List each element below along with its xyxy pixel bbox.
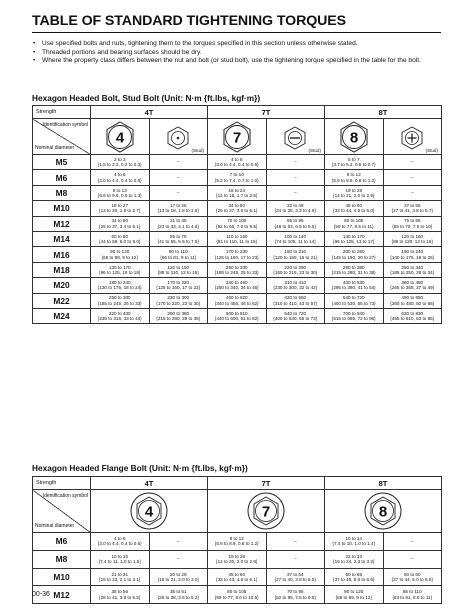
notes-list xyxy=(32,40,442,66)
bolt-head-8t-icon xyxy=(337,120,371,154)
svg-text:4: 4 xyxy=(115,129,124,146)
torque-value-cell: 38 to 56 {28 to 41, 3.8 to 5.5} xyxy=(91,586,150,604)
torque-row-m16 xyxy=(33,247,442,262)
torque-value-cell: 55 to 75 {41 to 55, 5.5 to 7.5} xyxy=(149,231,208,246)
flange-head-7t-icon-cell xyxy=(208,490,325,533)
page-number: 00-36 xyxy=(32,591,50,598)
torque-row-m12 xyxy=(33,216,442,231)
nominal-diameter-cell: M10 xyxy=(33,201,91,216)
torque-value-cell: – xyxy=(266,533,325,551)
torque-value-cell: 220 to 290 {160 to 215, 23 to 30} xyxy=(266,262,325,277)
nominal-diameter-cell: M14 xyxy=(33,231,91,246)
torque-value-cell: 540 to 720 {400 to 530, 55 to 73} xyxy=(325,293,384,308)
torque-value-cell: 4 to 6 {3.0 to 4.4, 0.4 to 0.6} xyxy=(91,533,150,551)
torque-row-m20 xyxy=(33,278,442,293)
torque-rows xyxy=(33,533,442,604)
torque-value-cell: 80 to 105 {59 to 77, 8.5 to 11} xyxy=(325,216,384,231)
torque-value-cell: 90 to 120 {66 to 88, 9 to 12} xyxy=(91,247,150,262)
bolt-head-8t-icon-cell xyxy=(325,119,384,155)
torque-value-cell: 16 to 24 {12 to 18, 1.7 to 2.5} xyxy=(208,185,267,200)
nominal-diameter-cell: M12 xyxy=(33,216,91,231)
torque-value-cell: – xyxy=(266,185,325,200)
nominal-diameter-cell: M6 xyxy=(33,170,91,185)
identification-label: Identification symbol xyxy=(42,122,88,128)
svg-text:8: 8 xyxy=(349,129,358,146)
flange-bolt-torque-table xyxy=(32,476,442,604)
table2-title: Hexagon Headed Flange Bolt (Unit: N·m {ft.lbs, kgf·m}) xyxy=(32,463,248,473)
strength-label: Strength xyxy=(33,477,91,490)
torque-value-cell: 32 to 48 {24 to 35, 3.3 to 4.9} xyxy=(266,201,325,216)
diagonal-header-cell xyxy=(33,490,91,533)
torque-value-cell: – xyxy=(149,170,208,185)
torque-value-cell: 2 to 3 {1.5 to 2.2, 0.2 to 0.3} xyxy=(91,155,150,170)
torque-row-m22 xyxy=(33,293,442,308)
class-4t-header: 4T xyxy=(91,477,208,490)
stud-label: (Stud) xyxy=(425,148,438,153)
note-item: • Threaded portions and bearing surfaces should be dry. xyxy=(32,49,442,58)
nominal-diameter-cell: M22 xyxy=(33,293,91,308)
torque-value-cell: 340 to 460 {250 to 340, 34 to 46} xyxy=(208,278,267,293)
torque-value-cell: 10 to 15 {7.4 to 11, 1.0 to 1.5} xyxy=(91,550,150,568)
class-7t-header: 7T xyxy=(208,106,325,119)
torque-value-cell: 4 to 6 {3.0 to 4.4, 0.4 to 0.6} xyxy=(91,170,150,185)
torque-value-cell: 180 to 240 {130 to 175, 18 to 24} xyxy=(91,278,150,293)
svg-text:7: 7 xyxy=(261,503,271,521)
torque-value-cell: 9 to 13 {6.6 to 9.6, 0.9 to 1.3} xyxy=(91,185,150,200)
torque-value-cell: 420 to 560 {310 to 410, 43 to 57} xyxy=(266,293,325,308)
torque-value-cell: 8 to 12 {5.9 to 8.9, 0.8 to 1.2} xyxy=(325,170,384,185)
torque-value-cell: 110 to 150 {81 to 110, 11 to 15} xyxy=(208,231,267,246)
identification-row xyxy=(33,119,442,155)
nominal-diameter-label: Nominal diameter xyxy=(35,523,75,529)
torque-value-cell: 90 to 120 {66 to 89, 9 to 12} xyxy=(325,586,384,604)
torque-value-cell: – xyxy=(266,170,325,185)
torque-value-cell: 250 to 340 {185 to 250, 26 to 34} xyxy=(383,262,442,277)
torque-value-cell: 160 to 210 {120 to 155, 16 to 21} xyxy=(266,247,325,262)
torque-value-cell: 290 to 380 {215 to 280, 31 to 38} xyxy=(325,262,384,277)
torque-value-cell: 120 to 160 {89 to 120, 12 to 16} xyxy=(383,231,442,246)
torque-value-cell: 19 to 28 {14 to 20, 2.0 to 2.9} xyxy=(208,550,267,568)
nominal-diameter-cell: M6 xyxy=(33,533,91,551)
torque-value-cell: 320 to 430 {235 to 315, 33 to 44} xyxy=(91,308,150,323)
torque-row-m18 xyxy=(33,262,442,277)
torque-row-m6 xyxy=(33,533,442,551)
torque-value-cell: 18 to 27 {13 to 20, 1.8 to 2.7} xyxy=(91,201,150,216)
torque-value-cell: 360 to 480 {265 to 355, 37 to 49} xyxy=(383,278,442,293)
svg-text:7: 7 xyxy=(232,129,241,146)
torque-value-cell: 20 to 29 {15 to 21, 2.0 to 3.0} xyxy=(149,568,208,586)
torque-value-cell: 700 to 940 {515 to 695, 72 to 96} xyxy=(325,308,384,323)
identification-label: Identification symbol xyxy=(42,493,88,499)
nominal-diameter-cell: M10 xyxy=(33,568,91,586)
identification-row xyxy=(33,490,442,533)
torque-value-cell: 130 to 170 {96 to 125, 13 to 17} xyxy=(325,231,384,246)
nominal-diameter-cell: M8 xyxy=(33,550,91,568)
nominal-diameter-cell: M16 xyxy=(33,247,91,262)
torque-value-cell: 34 to 50 {25 to 37, 3.4 to 5.1} xyxy=(91,216,150,231)
nominal-diameter-cell: M5 xyxy=(33,155,91,170)
diagonal-header-cell xyxy=(33,119,91,155)
torque-value-cell: 35 to 51 {26 to 38, 3.5 to 5.2} xyxy=(149,586,208,604)
torque-value-cell: 5 to 7 {3.7 to 5.2, 0.5 to 0.7} xyxy=(325,155,384,170)
table1-title: Hexagon Headed Bolt, Stud Bolt (Unit: N·m {ft.lbs, kgf·m}) xyxy=(32,93,261,103)
class-8t-header: 8T xyxy=(325,477,442,490)
torque-value-cell: 290 to 380 {215 to 280, 29 to 39} xyxy=(149,308,208,323)
nominal-diameter-cell: M12 xyxy=(33,586,91,604)
flange-head-8t-icon-cell xyxy=(325,490,442,533)
torque-value-cell: 130 to 170 {96 to 125, 16 to 18} xyxy=(91,262,150,277)
svg-text:8: 8 xyxy=(378,503,388,521)
torque-value-cell: – xyxy=(149,550,208,568)
torque-value-cell: – xyxy=(383,533,442,551)
torque-value-cell: 65 to 95 {48 to 63, 6.5 to 8.5} xyxy=(266,216,325,231)
torque-value-cell: 190 to 240 {140 to 175, 19 to 25} xyxy=(383,247,442,262)
torque-value-cell: 80 to 105 {59 to 77, 8.0 to 10.5} xyxy=(208,586,267,604)
flange-head-4t-icon-cell xyxy=(91,490,208,533)
stud-8t-icon-cell xyxy=(383,119,442,155)
torque-value-cell: 460 to 620 {340 to 455, 46 to 62} xyxy=(208,293,267,308)
torque-value-cell: – xyxy=(266,550,325,568)
torque-value-cell: 170 to 220 {125 to 160, 17 to 22} xyxy=(149,278,208,293)
bolt-head-4t-icon xyxy=(103,120,137,154)
strength-header-row xyxy=(33,106,442,119)
stud-4t-icon-cell xyxy=(149,119,208,155)
torque-row-m24 xyxy=(33,308,442,323)
torque-value-cell: 19 to 28 {14 to 21, 2.0 to 2.9} xyxy=(325,185,384,200)
torque-value-cell: – xyxy=(383,185,442,200)
page-title: TABLE OF STANDARD TIGHTENING TORQUES xyxy=(32,13,347,29)
torque-row-m10 xyxy=(33,568,442,586)
torque-value-cell: 60 to 80 {44 to 59, 6.0 to 8.0} xyxy=(91,231,150,246)
torque-value-cell: 7 to 10 {5.2 to 7.4, 0.7 to 1.0} xyxy=(208,170,267,185)
class-8t-header: 8T xyxy=(325,106,442,119)
torque-value-cell: 600 to 810 {440 to 600, 61 to 82} xyxy=(208,308,267,323)
torque-value-cell: 170 to 230 {125 to 160, 17 to 23} xyxy=(208,247,267,262)
class-4t-header: 4T xyxy=(91,106,208,119)
torque-value-cell: 45 to 60 {33 to 44, 4.5 to 6.0} xyxy=(325,201,384,216)
torque-value-cell: 4 to 6 {3.0 to 4.4, 0.4 to 0.6} xyxy=(208,155,267,170)
torque-value-cell: 31 to 45 {23 to 33, 3.1 to 4.6} xyxy=(149,216,208,231)
torque-value-cell: – xyxy=(149,185,208,200)
torque-row-m5 xyxy=(33,155,442,170)
torque-value-cell: 75 to 95 {55 to 70, 7.5 to 10} xyxy=(383,216,442,231)
torque-value-cell: 310 to 410 {230 to 300, 32 to 42} xyxy=(266,278,325,293)
torque-value-cell: 85 to 110 {63 to 81, 8.5 to 11} xyxy=(383,586,442,604)
title-rule xyxy=(32,32,441,33)
torque-value-cell: 50 to 60 {37 to 44, 5.0 to 6.5} xyxy=(383,568,442,586)
torque-value-cell: – xyxy=(149,533,208,551)
torque-value-cell: 22 to 33 {16 to 24, 2.3 to 3.3} xyxy=(325,550,384,568)
stud-end-groove-icon xyxy=(280,124,310,150)
flange-bolt-head-8t-icon xyxy=(363,491,403,531)
flange-bolt-head-7t-icon xyxy=(246,491,286,531)
nominal-diameter-cell: M20 xyxy=(33,278,91,293)
torque-value-cell: 10 to 14 {7.4 to 10, 1.0 to 1.4} xyxy=(325,533,384,551)
torque-value-cell: 37 to 55 {27 to 41, 3.8 to 5.7} xyxy=(383,201,442,216)
torque-value-cell: – xyxy=(383,550,442,568)
torque-row-m14 xyxy=(33,231,442,246)
nominal-diameter-cell: M18 xyxy=(33,262,91,277)
torque-value-cell: 490 to 650 {360 to 480, 50 to 66} xyxy=(383,293,442,308)
bolt-head-4t-icon-cell xyxy=(91,119,150,155)
torque-value-cell: 100 to 140 {74 to 105, 11 to 14} xyxy=(266,231,325,246)
class-7t-header: 7T xyxy=(208,477,325,490)
torque-value-cell: 250 to 330 {185 to 245, 25 to 33} xyxy=(91,293,150,308)
torque-row-m8 xyxy=(33,185,442,200)
torque-value-cell: 8 to 12 {5.9 to 8.9, 0.8 to 1.2} xyxy=(208,533,267,551)
strength-header-row xyxy=(33,477,442,490)
flange-bolt-head-4t-icon xyxy=(129,491,169,531)
svg-text:4: 4 xyxy=(144,503,154,521)
torque-rows xyxy=(33,155,442,324)
torque-value-cell: 70 to 95 {52 to 95, 7.5 to 9.5} xyxy=(266,586,325,604)
bolt-head-7t-icon xyxy=(220,120,254,154)
torque-value-cell: 34 to 50 {25 to 37, 3.5 to 5.1} xyxy=(208,201,267,216)
stud-label: (Stud) xyxy=(191,148,204,153)
torque-row-m12 xyxy=(33,586,442,604)
torque-value-cell: – xyxy=(383,170,442,185)
nominal-diameter-cell: M24 xyxy=(33,308,91,323)
torque-value-cell: – xyxy=(383,155,442,170)
torque-value-cell: – xyxy=(266,155,325,170)
torque-row-m10 xyxy=(33,201,442,216)
torque-value-cell: 17 to 25 {13 to 18, 1.8 to 2.6} xyxy=(149,201,208,216)
stud-7t-icon-cell xyxy=(266,119,325,155)
note-item: • Where the property class differs between the nut and bolt (or stud bolt), use the tightening torque specified in the table for the bolt. xyxy=(32,57,442,66)
torque-value-cell: 45 to 60 {33 to 43, 4.5 to 6.1} xyxy=(208,568,267,586)
note-item: • Use specified bolts and nuts, tightening them to the torques specified in this section unless otherwise stated. xyxy=(32,40,442,49)
hex-bolt-torque-table xyxy=(32,105,442,324)
torque-row-m6 xyxy=(33,170,442,185)
stud-label: (Stud) xyxy=(308,148,321,153)
torque-value-cell: 620 to 830 {455 to 610, 63 to 85} xyxy=(383,308,442,323)
torque-value-cell: 50 to 65 {37 to 48, 5.0 to 6.5} xyxy=(325,568,384,586)
torque-value-cell: 21 to 31 {15 to 23, 2.1 to 3.1} xyxy=(91,568,150,586)
torque-row-m8 xyxy=(33,550,442,568)
strength-label: Strength xyxy=(33,106,91,119)
nominal-diameter-cell: M8 xyxy=(33,185,91,200)
torque-value-cell: 37 to 54 {27 to 40, 3.8 to 5.5} xyxy=(266,568,325,586)
torque-value-cell: – xyxy=(149,155,208,170)
torque-value-cell: 250 to 330 {185 to 245, 25 to 33} xyxy=(208,262,267,277)
torque-value-cell: 540 to 720 {400 to 530, 55 to 73} xyxy=(266,308,325,323)
torque-value-cell: 400 to 530 {295 to 390, 41 to 54} xyxy=(325,278,384,293)
torque-value-cell: 230 to 300 {170 to 220, 23 to 30} xyxy=(149,293,208,308)
torque-value-cell: 200 to 260 {145 to 190, 20 to 27} xyxy=(325,247,384,262)
torque-value-cell: 70 to 100 {52 to 66, 7.0 to 9.5} xyxy=(208,216,267,231)
torque-value-cell: 80 to 110 {66 to 81, 9 to 11} xyxy=(149,247,208,262)
stud-end-icon xyxy=(163,124,193,150)
stud-end-cross-icon xyxy=(397,124,427,150)
nominal-diameter-label: Nominal diameter xyxy=(35,145,75,151)
torque-value-cell: 120 to 150 {89 to 110, 12 to 16} xyxy=(149,262,208,277)
bolt-head-7t-icon-cell xyxy=(208,119,267,155)
